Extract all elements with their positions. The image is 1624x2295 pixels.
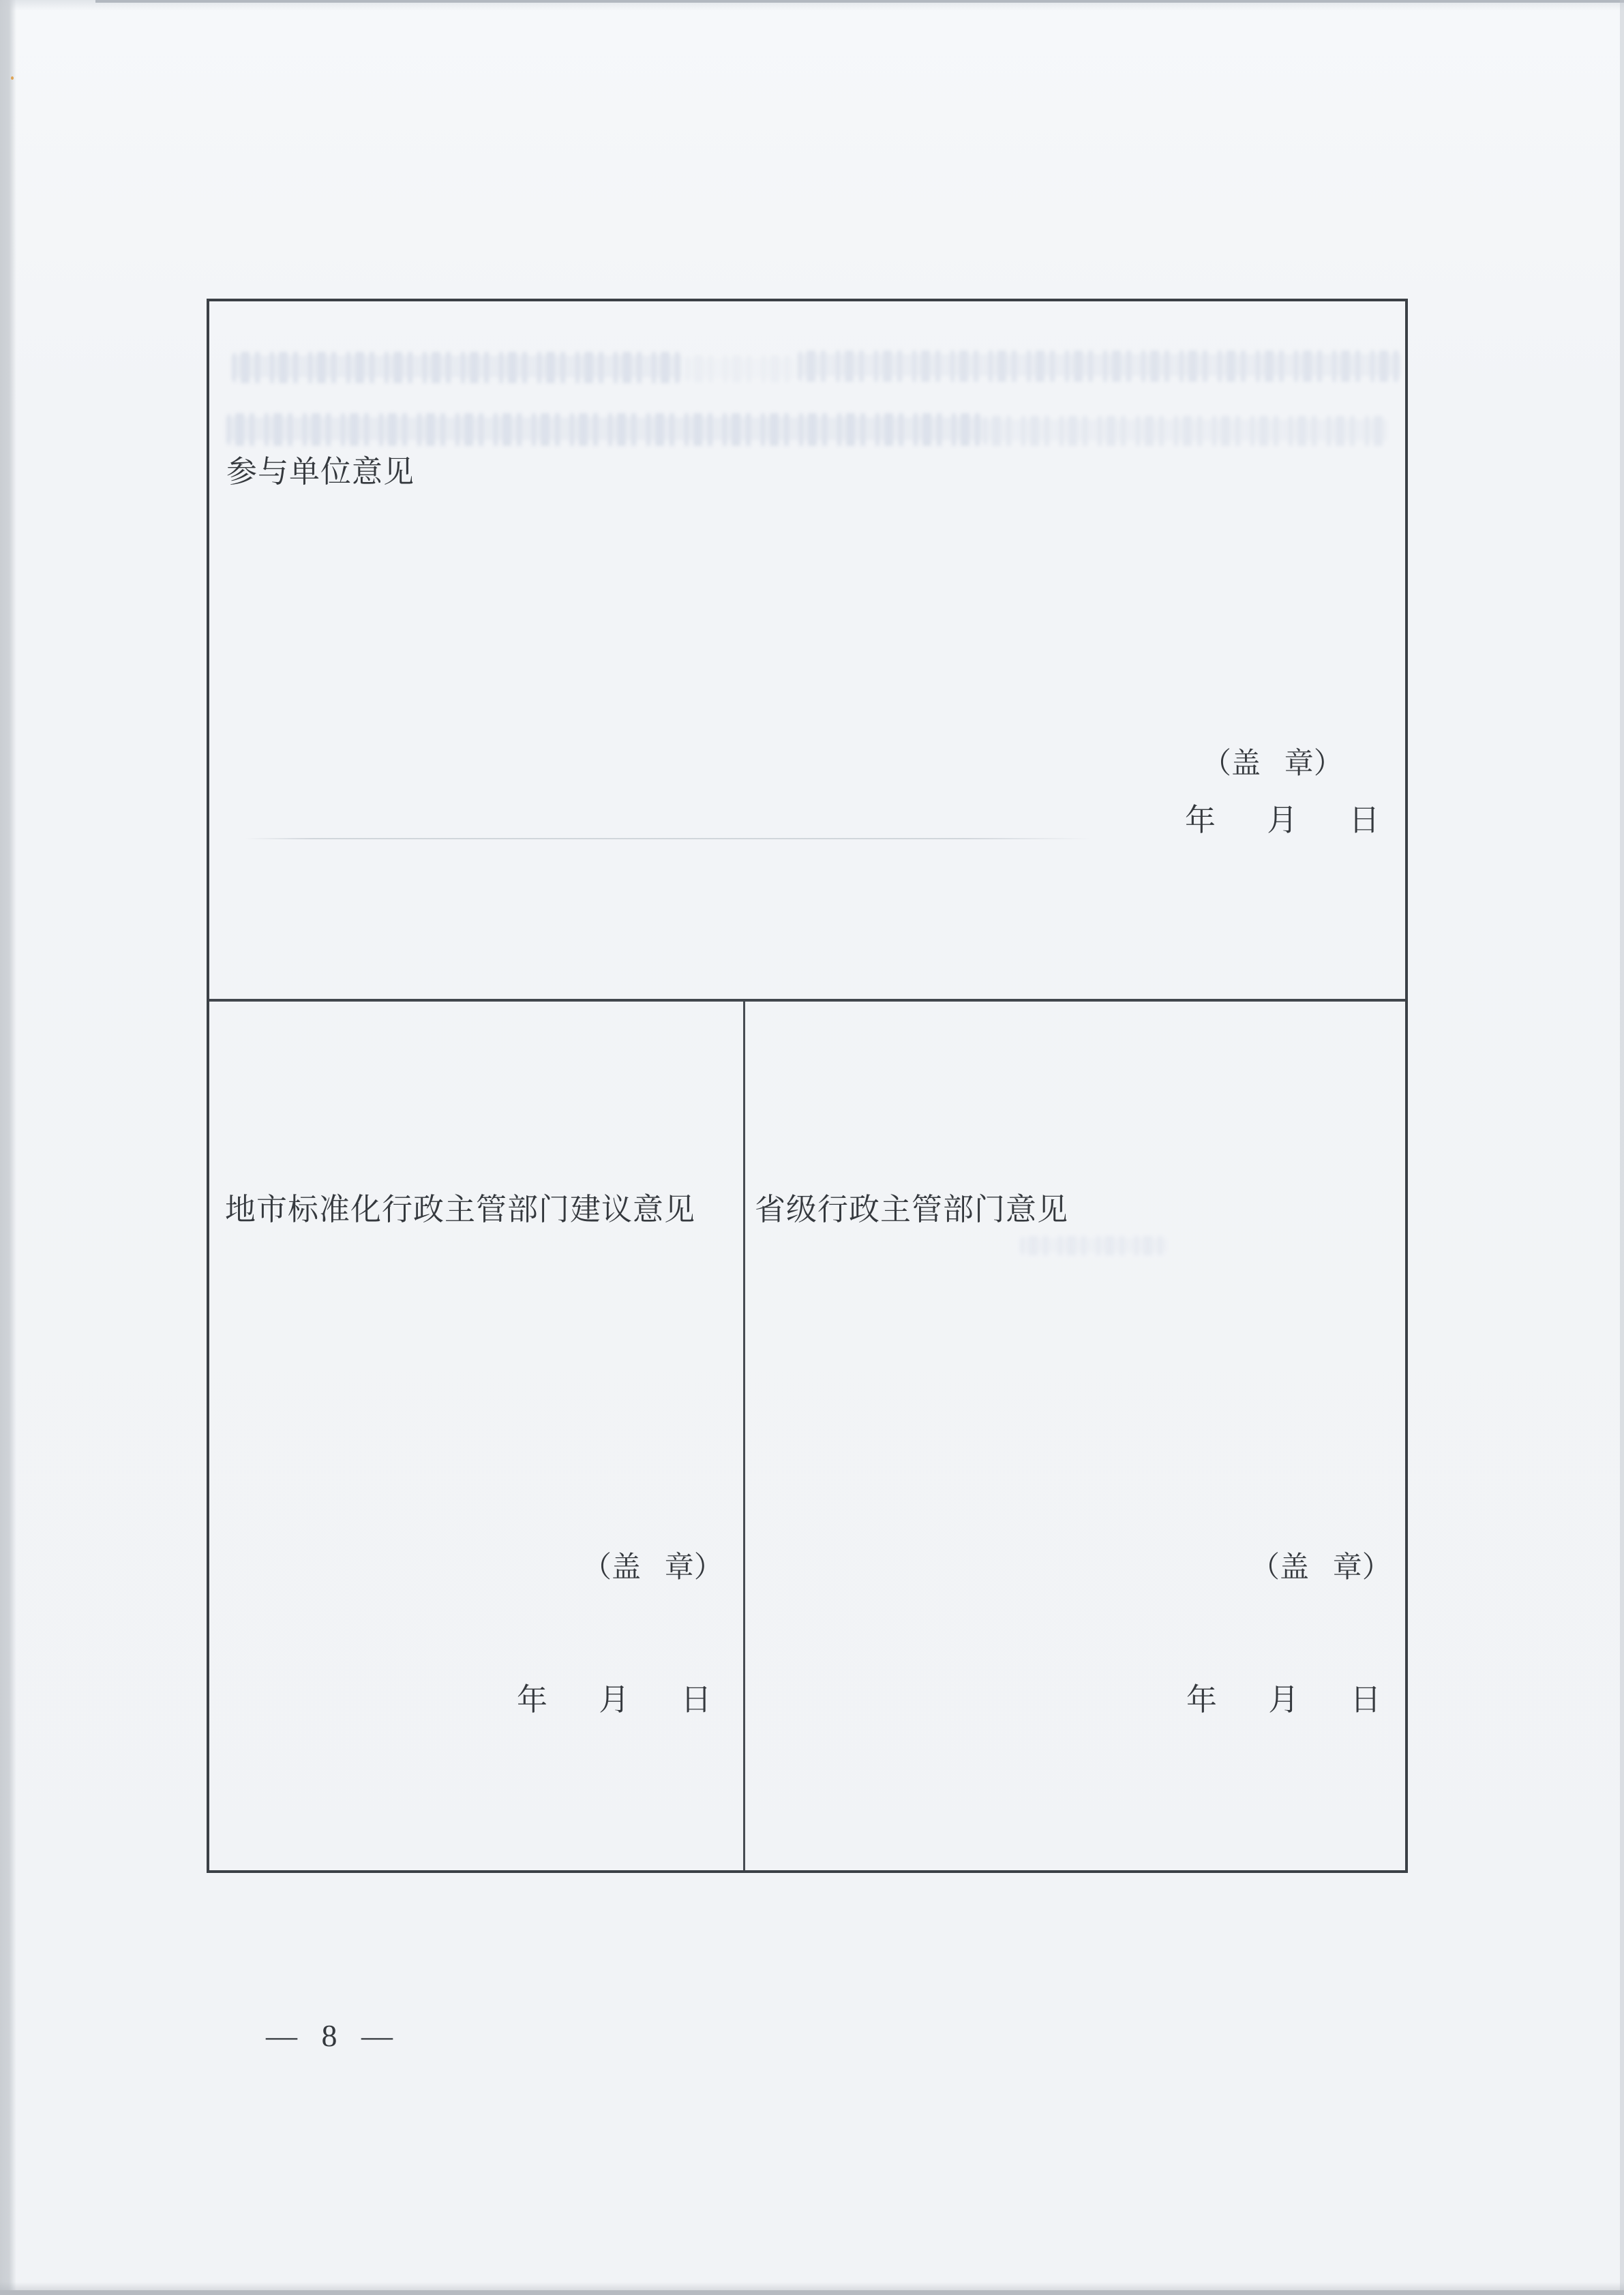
opinion-form-table (207, 299, 1408, 1873)
cell-label: 地市标准化行政主管部门建议意见 (225, 1192, 696, 1227)
page-bottom-edge-line (0, 2290, 1624, 2295)
cell-label: 省级行政主管部门意见 (755, 1192, 1069, 1227)
seal-placeholder: （盖 章） (582, 1552, 723, 1584)
date-placeholder: 年 月 日 (1185, 803, 1380, 837)
page-bottom-edge-shade (0, 2282, 1624, 2290)
city-standardization-dept-cell (209, 1002, 743, 1870)
page-right-edge-shade (1620, 0, 1624, 2295)
provincial-dept-cell (745, 1002, 1405, 1870)
seal-placeholder: （盖 章） (1250, 1552, 1392, 1584)
page-number: — 8 — (266, 2018, 393, 2053)
date-placeholder: 年 月 日 (517, 1683, 712, 1717)
scan-speck-artifact (11, 76, 14, 80)
seal-placeholder: （盖 章） (1202, 748, 1343, 780)
page-left-edge-shadow (0, 0, 16, 2295)
cell-label: 参与单位意见 (226, 455, 415, 489)
page-top-edge-line (95, 0, 1624, 3)
date-placeholder: 年 月 日 (1186, 1683, 1381, 1717)
participating-unit-opinion-cell (209, 301, 1405, 999)
